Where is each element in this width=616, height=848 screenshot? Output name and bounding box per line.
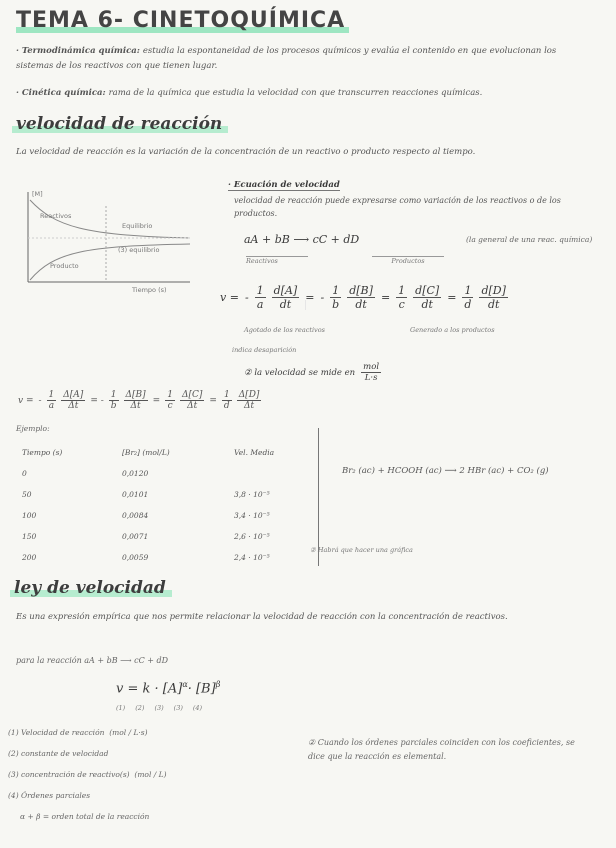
general-reaction-note: (la general de una reac. química): [466, 235, 593, 244]
productos-label: Productos: [372, 256, 444, 265]
table-row: 100 0,0084 3,4 · 10⁻⁵: [22, 511, 270, 520]
reactivos-label: Reactivos: [246, 256, 308, 265]
concentration-graph: [14, 186, 196, 294]
col-header-br2: [Br₂] (mol/L): [122, 448, 170, 457]
list-item: (3) concentración de reactivo(s) (mol / L): [8, 770, 167, 779]
table-row: 50 0,0101 3,8 · 10⁻⁵: [22, 490, 270, 499]
ejemplo-heading: Ejemplo:: [16, 424, 50, 433]
col-header-tiempo: Tiempo (s): [22, 448, 63, 457]
ecuacion-heading: · Ecuación de velocidad: [228, 180, 340, 190]
general-reaction: aA + bB ⟶ cC + dD: [244, 233, 360, 246]
graph-y-label: [M]: [32, 190, 43, 198]
velocity-equation-delta: v = - $\frac{1}{a}$ $\frac{\Delta[A]}{\Delta t}$ = - $\frac{1}{b}$ $\frac{\Delta[B]}{\Delta t}$ = $\frac{1}{c}$ $\frac{\Delta[C]}{\Delta t}$ = $\frac{1}{d}$ $\frac{\Delta[D]}{\Delta t}$: [18, 390, 260, 411]
table-row: 150 0,0071 2,6 · 10⁻⁵: [22, 532, 270, 541]
section-velocidad: velocidad de reacción: [16, 114, 222, 134]
intro-termodinamica: · Termodinámica química: estudia la espontaneidad de los procesos químicos y evalúa el contenido en que evolucionan los sistemas de los reactivos con que tienen lugar.: [16, 46, 557, 71]
page-title: TEMA 6- CINETOQUÍMICA: [16, 8, 345, 33]
ejemplo-reaction: Br₂ (ac) + HCOOH (ac) ⟶ 2 HBr (ac) + CO₂ (g): [342, 466, 549, 476]
ecuacion-desc: velocidad de reacción puede expresarse como variación de los reactivos o de los productos.: [234, 196, 561, 218]
graph-x-label: Tiempo (s): [132, 286, 167, 294]
signo-note-reactivos: Agotado de los reactivos: [244, 326, 325, 334]
graph-label-equilibrio: Equilibrio: [122, 222, 153, 230]
intro-cinetica: · Cinética química: rama de la química que estudia la velocidad con que transcurren reacciones químicas.: [16, 88, 483, 98]
list-item: (2) constante de velocidad: [8, 749, 109, 758]
graph-label-producto: Producto: [50, 262, 79, 270]
signo-note-desaparicion: indica desaparición: [232, 346, 297, 354]
ejemplo-table: [22, 442, 304, 568]
ley-note: ② Cuando los órdenes parciales coinciden con los coeficientes, se dice que la reacción es elemental.: [308, 738, 575, 761]
table-row: 200 0,0059 2,4 · 10⁻⁵: [22, 553, 270, 562]
table-row: 0 0,0120: [22, 469, 149, 478]
rate-law-legend: [8, 722, 167, 827]
list-item: (4) Órdenes parciales: [8, 791, 91, 800]
section-ley: ley de velocidad: [14, 578, 166, 598]
velocidad-definicion: La velocidad de reacción es la variación de la concentración de un reactivo o producto respecto al tiempo.: [16, 147, 476, 157]
col-header-vel: Vel. Media: [234, 448, 275, 457]
list-item: (1) Velocidad de reacción (mol / L·s): [8, 728, 148, 737]
signo-note-productos: Generado a los productos: [410, 326, 495, 334]
rate-law-equation: $v = k \cdot [A]^\alpha\cdot [B]^\beta$: [116, 680, 221, 697]
ley-reaction-line: para la reacción aA + bB ⟶ cC + dD: [16, 656, 169, 665]
list-item: α + β = orden total de la reacción: [20, 812, 150, 821]
graph-label-equilibrio-3: (3) equilibrio: [118, 246, 160, 254]
units-note: ② la velocidad se mide en $\frac{\text{mol}}{L\cdot s}$: [244, 362, 380, 383]
graph-label-reactivos: Reactivos: [40, 212, 72, 220]
velocity-equation: v = - $\frac{1}{a}$ $\frac{d[A]}{dt}$ = - $\frac{1}{b}$ $\frac{d[B]}{dt}$ = $\frac{1}{c}$ $\frac{d[C]}{dt}$ = $\frac{1}{d}$ $\frac{d[D]}{dt}$: [220, 284, 506, 311]
ejemplo-note: ② Habrá que hacer una gráfica: [310, 546, 413, 554]
rate-law-marks: (1) (2) (3) (3) (4): [116, 704, 203, 712]
ley-desc: Es una expresión empírica que nos permite relacionar la velocidad de reacción con la concentración de reactivos.: [16, 612, 508, 622]
